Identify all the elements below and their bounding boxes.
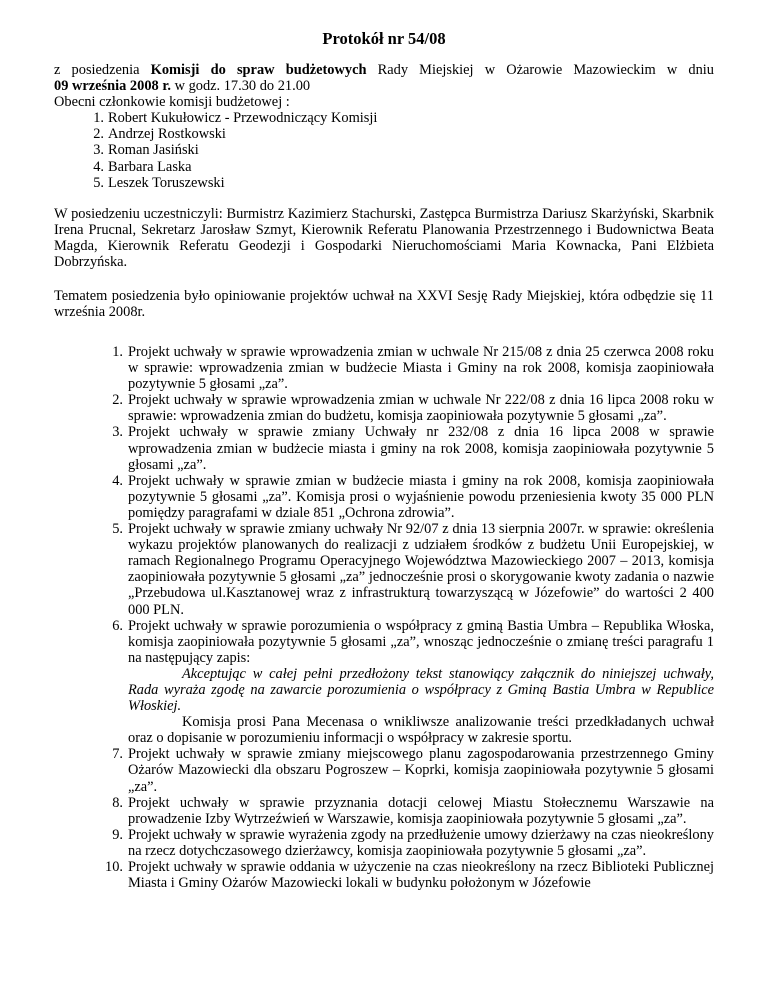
list-item: 9. Projekt uchwały w sprawie wyrażenia zgody na przedłużenie umowy dzierżawy na czas nieokreślony na rzecz dotychczasowego dzierżawcy, komisja zaopiniowała pozytywnie 5 głosami „za”.	[112, 826, 714, 859]
list-item: 3. Projekt uchwały w sprawie zmiany Uchwały nr 232/08 z dnia 16 lipca 2008 w sprawie wprowadzenia zmian w budżecie miasta i gminy na rok 2008, komisja zaopiniowała pozytywnie 5 głosami „za”.	[112, 424, 714, 473]
member-item: 3. Roman Jasiński	[93, 142, 199, 159]
list-item: 6. Projekt uchwały w sprawie porozumienia o współpracy z gminą Bastia Umbra – Republika Włoska, komisja zaopiniowała pozytywnie 5 głosami „za”, wnosząc jednocześnie o zmianę treści paragrafu 1 na następujący zapis: Akceptując w całej pełni przedłożony tekst stanowiący załącznik do niniejszej uchwały, Rada wyraża zgodę na zawarcie porozumienia o współpracy z Gminą Bastia Umbra w Republice Włoskiej. Komisja prosi Pana Mecenasa o wnikliwsze analizowanie treści przedkładanych uchwał oraz o dopisanie w porozumieniu informacji o współpracy w zakresie sportu.	[112, 617, 714, 747]
meeting-time: w godz. 17.30 do 21.00	[170, 78, 311, 95]
meeting-date: 09 września 2008 r.	[54, 78, 171, 95]
participants-paragraph: W posiedzeniu uczestniczyli: Burmistrz Kazimierz Stachurski, Zastępca Burmistrza Dariusz Skarżyński, Skarbnik Irena Prucnal, Sekretarz Jarosław Szmyt, Kierownik Referatu Planowania Przestrzennego i Budownictwa Beata Magda, Kierownik Referatu Geodezji i Gospodarki Nieruchomościami Maria Kownacka, Pani Elżbieta Dobrzyńska.	[54, 206, 714, 271]
member-item: 5. Leszek Toruszewski	[93, 174, 225, 191]
committee-name: Komisji do spraw budżetowych	[150, 62, 367, 78]
list-item: 8. Projekt uchwały w sprawie przyznania dotacji celowej Miastu Stołecznemu Warszawie na prowadzenie Izby Wytrzeźwień w Warszawie, komisja zaopiniowała pozytywnie 5 głosami „za”.	[112, 794, 714, 827]
resolutions-list	[0, 344, 714, 891]
member-item: 2. Andrzej Rostkowski	[93, 126, 226, 143]
members-heading: Obecni członkowie komisji budżetowej :	[54, 94, 290, 111]
committee-note: Komisja prosi Pana Mecenasa o wnikliwsze analizowanie treści przedkładanych uchwał oraz o dopisanie w porozumieniu informacji o współpracy w zakresie sportu.	[128, 714, 714, 747]
intro-line-2	[54, 78, 714, 94]
topic-paragraph: Tematem posiedzenia było opiniowanie projektów uchwał na XXVI Sesję Rady Miejskiej, która odbędzie się 11 września 2008r.	[54, 288, 714, 321]
intro-line-1: z posiedzenia Komisji do spraw budżetowych Rady Miejskiej w Ożarowie Mazowieckim w dniu	[54, 62, 714, 78]
list-item: 10. Projekt uchwały w sprawie oddania w użyczenie na czas nieokreślony na rzecz Biblioteki Publicznej Miasta i Gminy Ożarów Mazowiecki lokali w budynku położonym w Józefowie	[105, 859, 714, 892]
intro-paragraph	[54, 62, 714, 191]
list-item: 2. Projekt uchwały w sprawie wprowadzenia zmian w uchwale Nr 222/08 z dnia 16 lipca 2008 roku w sprawie: wprowadzenia zmian do budżetu, komisja zaopiniowała pozytywnie 5 głosami „za”.	[112, 392, 714, 425]
list-item: 4. Projekt uchwały w sprawie zmian w budżecie miasta i gminy na rok 2008, komisja zaopiniowała pozytywnie 5 głosami „za”. Komisja prosi o wyjaśnienie powodu przeniesienia kwoty 35 000 PLN pomiędzy paragrafami w dziale 851 „Ochrona zdrowia”.	[112, 472, 714, 521]
document-title: Protokół nr 54/08	[322, 29, 446, 48]
members-list	[54, 110, 714, 190]
member-item: 4. Barbara Laska	[93, 158, 192, 175]
quoted-resolution-text: Akceptując w całej pełni przedłożony tekst stanowiący załącznik do niniejszej uchwały, Rada wyraża zgodę na zawarcie porozumienia o współpracy z Gminą Bastia Umbra w Republice Włoskiej.	[128, 665, 714, 715]
member-item: 1. Robert Kukułowicz - Przewodniczący Komisji	[93, 110, 378, 127]
list-item: 1. Projekt uchwały w sprawie wprowadzenia zmian w uchwale Nr 215/08 z dnia 25 czerwca 2008 roku w sprawie: wprowadzenia zmian w budżecie Miasta i Gminy na rok 2008, komisja zaopiniowała pozytywnie 5 głosami „za”.	[112, 344, 714, 393]
list-item: 5. Projekt uchwały w sprawie zmiany uchwały Nr 92/07 z dnia 13 sierpnia 2007r. w sprawie: określenia wykazu projektów planowanych do realizacji z udziałem środków z budżetu Unii Europejskiej, w ramach Regionalnego Programu Operacyjnego Województwa Mazowieckiego 2007 – 2013, komisja zaopiniowała pozytywnie 5 głosami „za” jednocześnie prosi o skorygowanie kwoty zadania o nazwie „Przebudowa ul.Kasztanowej wraz z infrastrukturą towarzyszącą w Józefowie” do wartości 2 400 000 PLN.	[112, 521, 714, 618]
list-item: 7. Projekt uchwały w sprawie zmiany miejscowego planu zagospodarowania przestrzennego Gminy Ożarów Mazowiecki dla obszaru Pogroszew – Koprki, komisja zaopiniowała pozytywnie 5 głosami „za”.	[112, 746, 714, 795]
